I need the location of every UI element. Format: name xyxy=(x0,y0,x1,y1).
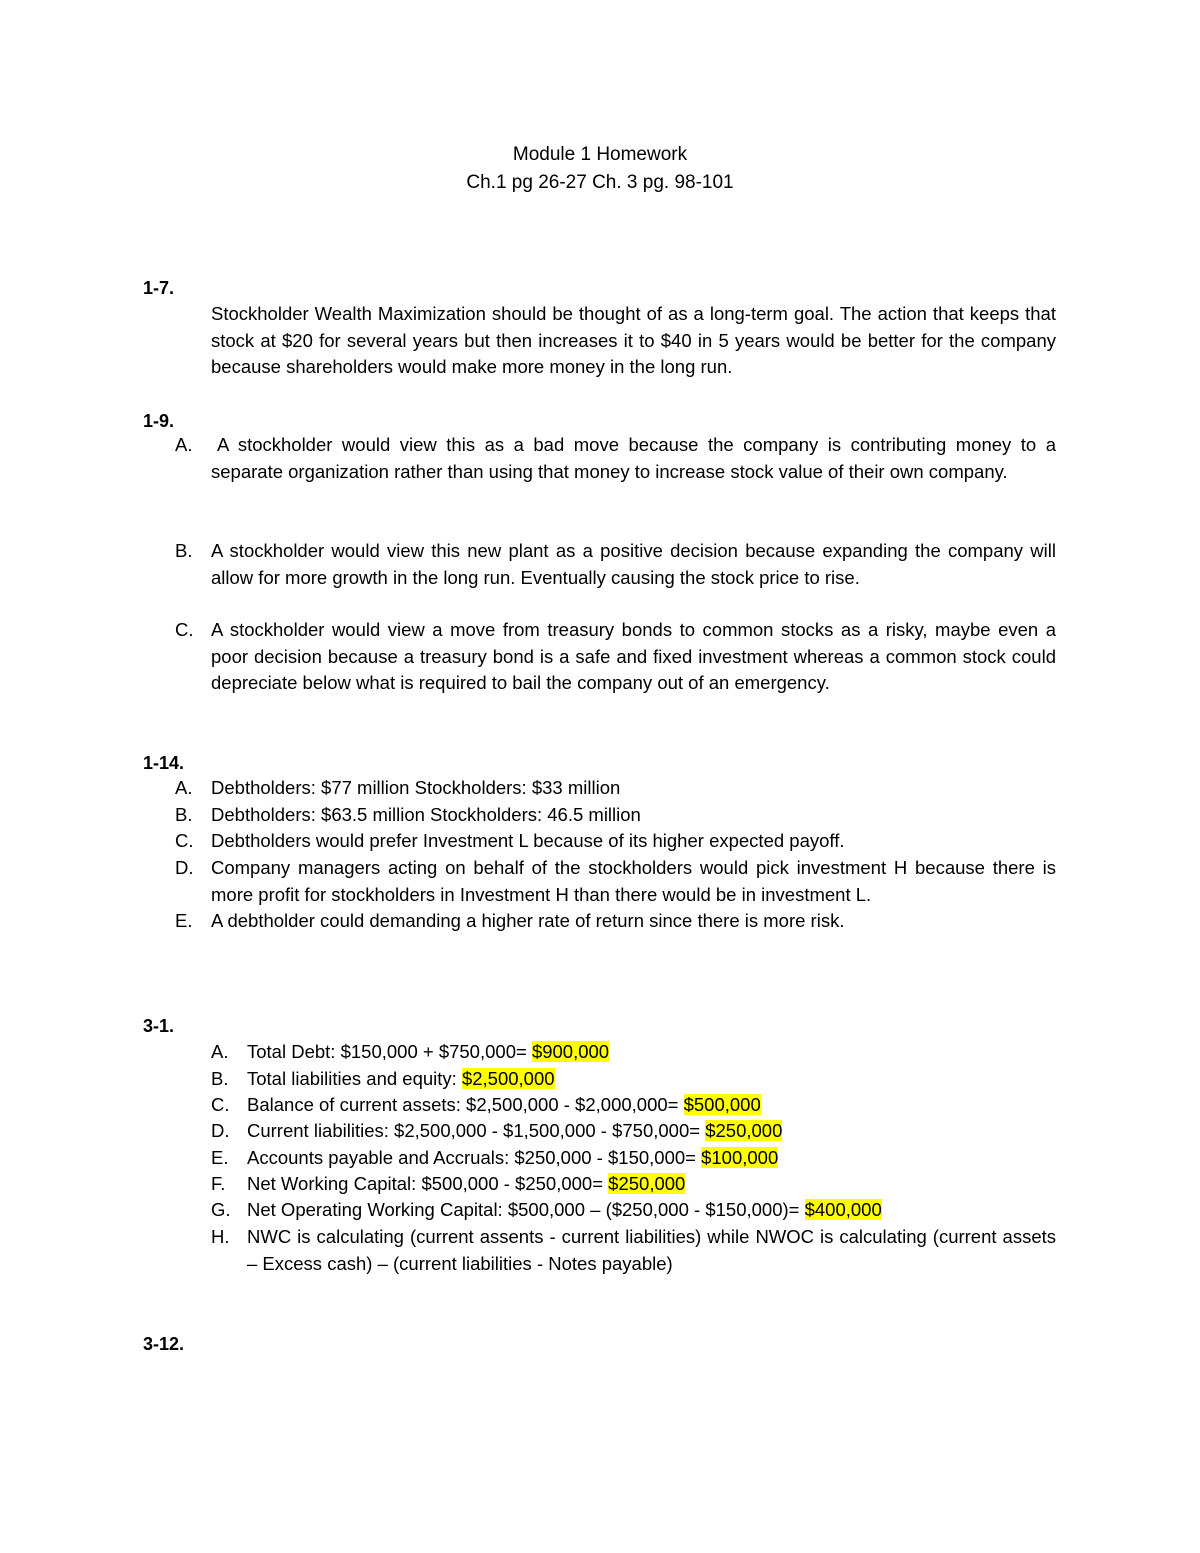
list-item-text: A stockholder would view this new plant as a positive decision because expanding the company will allow for more growth in the long run. Eventually causing the stock price to rise. xyxy=(211,540,1056,588)
list-item-letter: E. xyxy=(211,1147,229,1168)
list-item xyxy=(175,855,1056,908)
list-item-letter: A. xyxy=(211,1041,229,1062)
list-item-letter: A. xyxy=(175,434,193,455)
list-item-letter: C. xyxy=(175,830,194,851)
list-item-letter: D. xyxy=(211,1120,230,1141)
list-item-letter: B. xyxy=(175,804,193,825)
list-item-text: NWC is calculating (current assents - current liabilities) while NWOC is calculating (current assets – Excess cash) – (current liabilities - Notes payable) xyxy=(247,1226,1056,1274)
list-item-text: Balance of current assets: $2,500,000 - $2,000,000= xyxy=(247,1094,684,1115)
list-item-letter: H. xyxy=(211,1226,230,1247)
list-item xyxy=(211,1145,1056,1172)
document-subtitle: Ch.1 pg 26-27 Ch. 3 pg. 98-101 xyxy=(466,172,734,193)
list-item xyxy=(175,538,1056,591)
list-item xyxy=(211,1171,1056,1198)
highlighted-answer: $900,000 xyxy=(531,1041,610,1062)
question-number-3-1: 3-1. xyxy=(143,1016,175,1036)
list-item xyxy=(175,908,1056,935)
list-item-letter: G. xyxy=(211,1199,231,1220)
list-item-letter: C. xyxy=(175,619,194,640)
list-item-letter: C. xyxy=(211,1094,230,1115)
list-item-letter: B. xyxy=(211,1068,229,1089)
list-item xyxy=(175,775,1056,802)
list-item-text: Current liabilities: $2,500,000 - $1,500,000 - $750,000= xyxy=(247,1120,706,1141)
list-item xyxy=(175,802,1056,829)
list-item-text: Net Operating Working Capital: $500,000 – ($250,000 - $150,000)= xyxy=(247,1199,805,1220)
question-number-1-7: 1-7. xyxy=(143,278,175,298)
list-item xyxy=(175,432,1056,485)
answer-1-7: Stockholder Wealth Maximization should be thought of as a long-term goal. The action that keeps that stock at $20 for several years but then increases it to $40 in 5 years would be better for the company because shareholders would make more money in the long run. xyxy=(211,303,1056,377)
list-item-text: Company managers acting on behalf of the stockholders would pick investment H because there is more profit for stockholders in Investment H than there would be in investment L. xyxy=(211,857,1056,905)
highlighted-answer: $2,500,000 xyxy=(461,1068,555,1089)
list-item-text: Debtholders would prefer Investment L because of its higher expected payoff. xyxy=(211,830,845,851)
question-number-1-14: 1-14. xyxy=(143,753,185,773)
highlighted-answer: $400,000 xyxy=(804,1199,882,1220)
question-number-3-12: 3-12. xyxy=(143,1334,185,1354)
highlighted-answer: $250,000 xyxy=(705,1120,783,1141)
list-item-letter: A. xyxy=(175,777,193,798)
list-item xyxy=(175,617,1056,697)
list-item-text: A stockholder would view a move from treasury bonds to common stocks as a risky, maybe even a poor decision because a treasury bond is a safe and fixed investment whereas a common stock could depreciate below what is required to bail the company out of an emergency. xyxy=(211,619,1056,693)
list-item-text: A debtholder could demanding a higher rate of return since there is more risk. xyxy=(211,910,845,931)
list-item-letter: F. xyxy=(211,1173,226,1194)
list-item xyxy=(211,1092,1056,1119)
list-item-text: Debtholders: $77 million Stockholders: $33 million xyxy=(211,777,621,798)
list-item-letter: B. xyxy=(175,540,193,561)
list-item xyxy=(211,1066,1056,1093)
highlighted-answer: $500,000 xyxy=(683,1094,761,1115)
document-title: Module 1 Homework xyxy=(512,144,688,165)
list-item-text: Total Debt: $150,000 + $750,000= xyxy=(247,1041,532,1062)
list-item-text: Total liabilities and equity: xyxy=(247,1068,462,1089)
list-item xyxy=(211,1224,1056,1277)
list-item-text: Debtholders: $63.5 million Stockholders: 46.5 million xyxy=(211,804,641,825)
list-item-text: A stockholder would view this as a bad move because the company is contributing money to a separate organization rather than using that money to increase stock value of their own company. xyxy=(211,434,1056,482)
list-item xyxy=(211,1039,1056,1066)
question-number-1-9: 1-9. xyxy=(143,411,175,431)
list-item-letter: D. xyxy=(175,857,194,878)
list-item xyxy=(211,1197,1056,1224)
list-item-text: Net Working Capital: $500,000 - $250,000= xyxy=(247,1173,609,1194)
highlighted-answer: $100,000 xyxy=(701,1147,779,1168)
list-item xyxy=(211,1118,1056,1145)
list-item xyxy=(175,828,1056,855)
list-item-letter: E. xyxy=(175,910,193,931)
list-item-text: Accounts payable and Accruals: $250,000 - $150,000= xyxy=(247,1147,702,1168)
highlighted-answer: $250,000 xyxy=(608,1173,686,1194)
